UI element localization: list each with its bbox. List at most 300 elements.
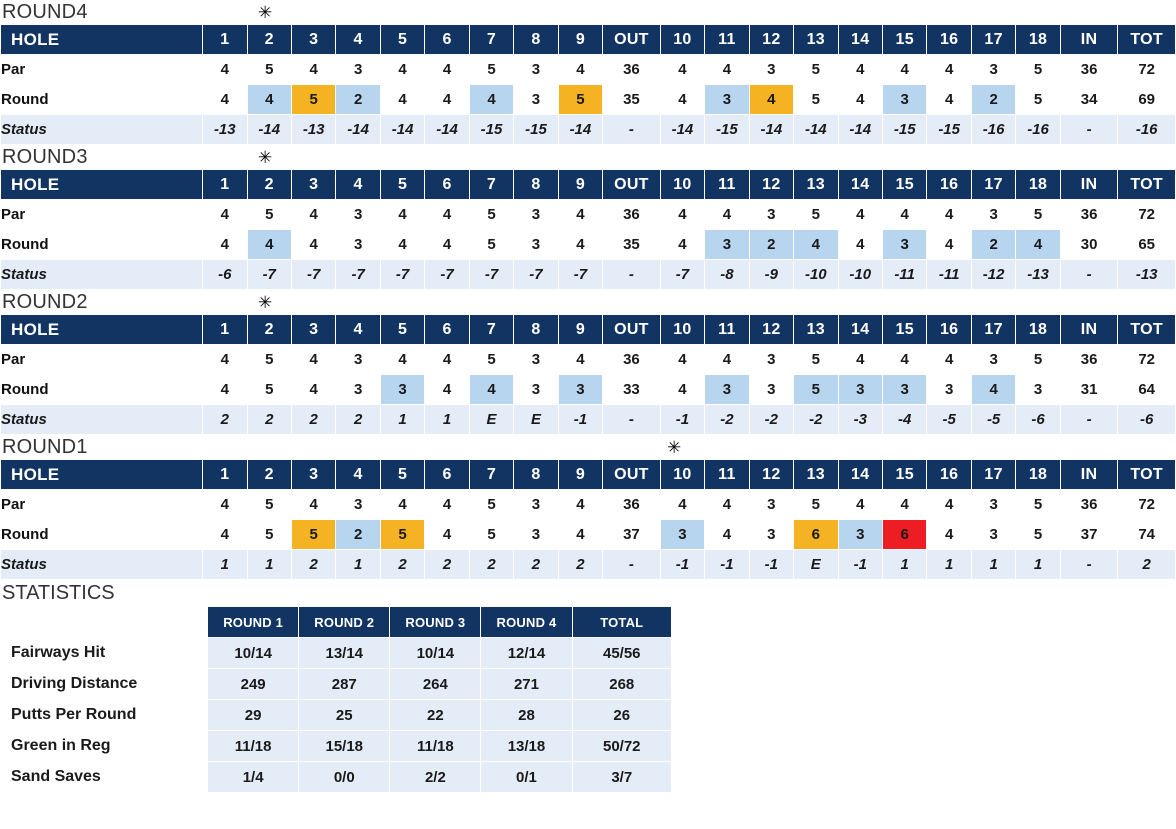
hole-header-10: 10 bbox=[660, 315, 704, 345]
par-hole-8: 3 bbox=[514, 345, 558, 375]
par-hole-18: 5 bbox=[1016, 200, 1060, 230]
score-hole-8: 3 bbox=[514, 375, 558, 405]
hole-header-row bbox=[1, 170, 1176, 200]
par-hole-18: 5 bbox=[1016, 55, 1060, 85]
statistics-value: 249 bbox=[208, 669, 299, 700]
hole-header-14: 14 bbox=[838, 170, 882, 200]
hole-header-12: 12 bbox=[749, 25, 793, 55]
par-in: 36 bbox=[1060, 55, 1118, 85]
statistics-row bbox=[1, 638, 672, 669]
status-hole-15: -15 bbox=[882, 115, 926, 145]
status-hole-14: -1 bbox=[838, 550, 882, 580]
status-hole-17: -12 bbox=[971, 260, 1015, 290]
par-row-label: Par bbox=[1, 490, 203, 520]
par-hole-5: 4 bbox=[380, 200, 424, 230]
round-title-2 bbox=[0, 145, 1176, 169]
score-hole-12: 4 bbox=[749, 85, 793, 115]
par-hole-1: 4 bbox=[203, 55, 247, 85]
par-hole-3: 4 bbox=[291, 55, 335, 85]
status-hole-1: 1 bbox=[203, 550, 247, 580]
par-in: 36 bbox=[1060, 345, 1118, 375]
status-hole-18: -6 bbox=[1016, 405, 1060, 435]
status-hole-8: -7 bbox=[514, 260, 558, 290]
status-row bbox=[1, 115, 1176, 145]
score-hole-5: 5 bbox=[380, 520, 424, 550]
statistics-value: 3/7 bbox=[572, 762, 671, 793]
par-hole-11: 4 bbox=[705, 345, 749, 375]
hole-header-12: 12 bbox=[749, 170, 793, 200]
par-row bbox=[1, 55, 1176, 85]
par-out: 36 bbox=[603, 55, 661, 85]
status-hole-12: -2 bbox=[749, 405, 793, 435]
hole-header-3: 3 bbox=[291, 460, 335, 490]
hole-header-in: IN bbox=[1060, 25, 1118, 55]
hole-header-tot: TOT bbox=[1118, 315, 1176, 345]
par-row-label: Par bbox=[1, 55, 203, 85]
score-hole-16: 4 bbox=[927, 520, 971, 550]
status-hole-14: -3 bbox=[838, 405, 882, 435]
status-hole-2: -14 bbox=[247, 115, 291, 145]
status-hole-3: -13 bbox=[291, 115, 335, 145]
score-hole-17: 2 bbox=[971, 230, 1015, 260]
hole-header-in: IN bbox=[1060, 315, 1118, 345]
statistics-value: 13/18 bbox=[481, 731, 572, 762]
hole-header-1: 1 bbox=[203, 170, 247, 200]
hole-header-13: 13 bbox=[794, 460, 838, 490]
par-hole-6: 4 bbox=[425, 490, 469, 520]
score-hole-15: 3 bbox=[882, 230, 926, 260]
par-hole-17: 3 bbox=[971, 345, 1015, 375]
score-hole-14: 4 bbox=[838, 230, 882, 260]
hole-header-16: 16 bbox=[927, 315, 971, 345]
par-hole-10: 4 bbox=[660, 200, 704, 230]
status-hole-3: -7 bbox=[291, 260, 335, 290]
status-hole-10: -1 bbox=[660, 405, 704, 435]
status-hole-13: E bbox=[794, 550, 838, 580]
statistics-value: 28 bbox=[481, 700, 572, 731]
statistics-value: 25 bbox=[299, 700, 390, 731]
score-hole-1: 4 bbox=[203, 85, 247, 115]
status-hole-7: E bbox=[469, 405, 513, 435]
par-hole-3: 4 bbox=[291, 200, 335, 230]
par-hole-5: 4 bbox=[380, 345, 424, 375]
par-hole-15: 4 bbox=[882, 200, 926, 230]
score-hole-5: 4 bbox=[380, 230, 424, 260]
hole-header-out: OUT bbox=[603, 460, 661, 490]
par-hole-10: 4 bbox=[660, 55, 704, 85]
par-hole-15: 4 bbox=[882, 490, 926, 520]
score-hole-8: 3 bbox=[514, 520, 558, 550]
status-hole-4: -7 bbox=[336, 260, 380, 290]
status-hole-18: 1 bbox=[1016, 550, 1060, 580]
round-row-label: Round bbox=[1, 375, 203, 405]
statistics-header-round-3: ROUND 3 bbox=[390, 607, 481, 638]
hole-header-6: 6 bbox=[425, 315, 469, 345]
statistics-row-label: Driving Distance bbox=[1, 669, 208, 700]
status-hole-10: -1 bbox=[660, 550, 704, 580]
par-hole-3: 4 bbox=[291, 345, 335, 375]
hole-header-label: HOLE bbox=[1, 25, 203, 55]
hole-header-5: 5 bbox=[380, 25, 424, 55]
statistics-value: 15/18 bbox=[299, 731, 390, 762]
status-hole-1: -13 bbox=[203, 115, 247, 145]
status-hole-13: -14 bbox=[794, 115, 838, 145]
round-score-row bbox=[1, 230, 1176, 260]
par-hole-2: 5 bbox=[247, 345, 291, 375]
par-hole-7: 5 bbox=[469, 490, 513, 520]
par-out: 36 bbox=[603, 200, 661, 230]
round-score-row bbox=[1, 85, 1176, 115]
round-title-label: ROUND3 bbox=[2, 146, 88, 168]
status-tot: 2 bbox=[1118, 550, 1176, 580]
score-hole-9: 4 bbox=[558, 230, 602, 260]
score-hole-12: 3 bbox=[749, 375, 793, 405]
score-hole-7: 5 bbox=[469, 520, 513, 550]
par-hole-18: 5 bbox=[1016, 345, 1060, 375]
round-score-row bbox=[1, 520, 1176, 550]
score-hole-2: 5 bbox=[247, 375, 291, 405]
status-hole-7: -7 bbox=[469, 260, 513, 290]
round-row-label: Round bbox=[1, 85, 203, 115]
par-out: 36 bbox=[603, 490, 661, 520]
score-hole-14: 4 bbox=[838, 85, 882, 115]
score-hole-3: 4 bbox=[291, 230, 335, 260]
par-hole-15: 4 bbox=[882, 55, 926, 85]
hole-header-18: 18 bbox=[1016, 460, 1060, 490]
score-hole-17: 4 bbox=[971, 375, 1015, 405]
hole-header-17: 17 bbox=[971, 315, 1015, 345]
score-hole-3: 5 bbox=[291, 85, 335, 115]
status-hole-8: -15 bbox=[514, 115, 558, 145]
status-tot: -6 bbox=[1118, 405, 1176, 435]
score-out: 33 bbox=[603, 375, 661, 405]
hole-header-8: 8 bbox=[514, 25, 558, 55]
par-hole-5: 4 bbox=[380, 490, 424, 520]
statistics-value: 2/2 bbox=[390, 762, 481, 793]
score-hole-16: 4 bbox=[927, 85, 971, 115]
status-row bbox=[1, 550, 1176, 580]
status-tot: -16 bbox=[1118, 115, 1176, 145]
status-row-label: Status bbox=[1, 115, 203, 145]
par-hole-13: 5 bbox=[794, 345, 838, 375]
par-hole-9: 4 bbox=[558, 55, 602, 85]
status-hole-1: -6 bbox=[203, 260, 247, 290]
par-hole-8: 3 bbox=[514, 55, 558, 85]
score-hole-13: 5 bbox=[794, 375, 838, 405]
par-hole-2: 5 bbox=[247, 55, 291, 85]
status-out: - bbox=[603, 550, 661, 580]
statistics-value: 11/18 bbox=[208, 731, 299, 762]
hole-header-10: 10 bbox=[660, 460, 704, 490]
score-hole-17: 2 bbox=[971, 85, 1015, 115]
hole-header-8: 8 bbox=[514, 460, 558, 490]
hole-header-13: 13 bbox=[794, 25, 838, 55]
par-hole-11: 4 bbox=[705, 200, 749, 230]
hole-header-7: 7 bbox=[469, 460, 513, 490]
par-hole-14: 4 bbox=[838, 200, 882, 230]
score-hole-7: 4 bbox=[469, 85, 513, 115]
score-hole-3: 5 bbox=[291, 520, 335, 550]
par-hole-14: 4 bbox=[838, 345, 882, 375]
statistics-row bbox=[1, 700, 672, 731]
status-hole-9: -7 bbox=[558, 260, 602, 290]
hole-header-14: 14 bbox=[838, 315, 882, 345]
score-hole-16: 3 bbox=[927, 375, 971, 405]
hole-header-7: 7 bbox=[469, 315, 513, 345]
score-hole-7: 5 bbox=[469, 230, 513, 260]
status-hole-12: -14 bbox=[749, 115, 793, 145]
hole-header-2: 2 bbox=[247, 170, 291, 200]
status-hole-8: 2 bbox=[514, 550, 558, 580]
round-table-4 bbox=[0, 459, 1176, 580]
hole-header-16: 16 bbox=[927, 170, 971, 200]
score-hole-9: 5 bbox=[558, 85, 602, 115]
status-tot: -13 bbox=[1118, 260, 1176, 290]
status-hole-17: -5 bbox=[971, 405, 1015, 435]
hole-header-18: 18 bbox=[1016, 25, 1060, 55]
status-hole-6: -7 bbox=[425, 260, 469, 290]
status-hole-5: 2 bbox=[380, 550, 424, 580]
hole-header-row bbox=[1, 460, 1176, 490]
score-hole-8: 3 bbox=[514, 85, 558, 115]
score-hole-12: 2 bbox=[749, 230, 793, 260]
hole-header-7: 7 bbox=[469, 25, 513, 55]
par-hole-13: 5 bbox=[794, 490, 838, 520]
round-title-label: ROUND4 bbox=[2, 1, 88, 23]
status-out: - bbox=[603, 260, 661, 290]
status-hole-12: -1 bbox=[749, 550, 793, 580]
hole-header-14: 14 bbox=[838, 460, 882, 490]
starting-hole-marker-icon: ✳ bbox=[258, 293, 273, 312]
par-hole-13: 5 bbox=[794, 55, 838, 85]
statistics-value: 0/0 bbox=[299, 762, 390, 793]
score-hole-9: 3 bbox=[558, 375, 602, 405]
hole-header-15: 15 bbox=[882, 25, 926, 55]
hole-header-9: 9 bbox=[558, 25, 602, 55]
par-hole-7: 5 bbox=[469, 55, 513, 85]
status-hole-5: -7 bbox=[380, 260, 424, 290]
score-hole-18: 5 bbox=[1016, 85, 1060, 115]
statistics-row bbox=[1, 669, 672, 700]
hole-header-row bbox=[1, 25, 1176, 55]
statistics-row bbox=[1, 762, 672, 793]
status-row bbox=[1, 405, 1176, 435]
hole-header-out: OUT bbox=[603, 170, 661, 200]
score-in: 37 bbox=[1060, 520, 1118, 550]
status-hole-11: -8 bbox=[705, 260, 749, 290]
hole-header-4: 4 bbox=[336, 25, 380, 55]
status-hole-6: 1 bbox=[425, 405, 469, 435]
statistics-header-round-4: ROUND 4 bbox=[481, 607, 572, 638]
score-tot: 74 bbox=[1118, 520, 1176, 550]
hole-header-4: 4 bbox=[336, 170, 380, 200]
score-hole-1: 4 bbox=[203, 230, 247, 260]
hole-header-5: 5 bbox=[380, 315, 424, 345]
status-in: - bbox=[1060, 115, 1118, 145]
starting-hole-marker-icon: ✳ bbox=[258, 3, 273, 22]
status-hole-9: -1 bbox=[558, 405, 602, 435]
status-hole-18: -13 bbox=[1016, 260, 1060, 290]
status-hole-12: -9 bbox=[749, 260, 793, 290]
round-title-label: ROUND2 bbox=[2, 291, 88, 313]
status-row bbox=[1, 260, 1176, 290]
hole-header-3: 3 bbox=[291, 170, 335, 200]
status-hole-3: 2 bbox=[291, 405, 335, 435]
score-hole-6: 4 bbox=[425, 520, 469, 550]
status-hole-11: -15 bbox=[705, 115, 749, 145]
round-table-1 bbox=[0, 24, 1176, 145]
par-hole-12: 3 bbox=[749, 345, 793, 375]
par-hole-14: 4 bbox=[838, 490, 882, 520]
score-hole-18: 4 bbox=[1016, 230, 1060, 260]
score-hole-11: 4 bbox=[705, 520, 749, 550]
hole-header-9: 9 bbox=[558, 315, 602, 345]
score-hole-11: 3 bbox=[705, 375, 749, 405]
par-row bbox=[1, 345, 1176, 375]
statistics-value: 268 bbox=[572, 669, 671, 700]
score-in: 31 bbox=[1060, 375, 1118, 405]
score-hole-1: 4 bbox=[203, 375, 247, 405]
hole-header-tot: TOT bbox=[1118, 25, 1176, 55]
par-hole-17: 3 bbox=[971, 490, 1015, 520]
hole-header-in: IN bbox=[1060, 170, 1118, 200]
par-hole-16: 4 bbox=[927, 200, 971, 230]
statistics-value: 287 bbox=[299, 669, 390, 700]
status-hole-14: -10 bbox=[838, 260, 882, 290]
status-hole-13: -2 bbox=[794, 405, 838, 435]
hole-header-4: 4 bbox=[336, 315, 380, 345]
statistics-value: 13/14 bbox=[299, 638, 390, 669]
score-tot: 65 bbox=[1118, 230, 1176, 260]
hole-header-3: 3 bbox=[291, 315, 335, 345]
status-hole-11: -2 bbox=[705, 405, 749, 435]
round-row-label: Round bbox=[1, 520, 203, 550]
score-out: 35 bbox=[603, 230, 661, 260]
statistics-body bbox=[1, 638, 672, 793]
par-hole-12: 3 bbox=[749, 55, 793, 85]
score-hole-18: 3 bbox=[1016, 375, 1060, 405]
hole-header-10: 10 bbox=[660, 170, 704, 200]
score-hole-4: 3 bbox=[336, 230, 380, 260]
status-hole-2: 2 bbox=[247, 405, 291, 435]
hole-header-11: 11 bbox=[705, 25, 749, 55]
status-out: - bbox=[603, 405, 661, 435]
statistics-value: 29 bbox=[208, 700, 299, 731]
status-hole-16: -5 bbox=[927, 405, 971, 435]
status-in: - bbox=[1060, 550, 1118, 580]
hole-header-12: 12 bbox=[749, 460, 793, 490]
hole-header-out: OUT bbox=[603, 25, 661, 55]
status-row-label: Status bbox=[1, 260, 203, 290]
hole-header-17: 17 bbox=[971, 170, 1015, 200]
par-hole-18: 5 bbox=[1016, 490, 1060, 520]
hole-header-17: 17 bbox=[971, 460, 1015, 490]
round-score-row bbox=[1, 375, 1176, 405]
hole-header-in: IN bbox=[1060, 460, 1118, 490]
round-title-1 bbox=[0, 0, 1176, 24]
par-hole-6: 4 bbox=[425, 55, 469, 85]
par-hole-9: 4 bbox=[558, 490, 602, 520]
status-hole-10: -14 bbox=[660, 115, 704, 145]
par-hole-1: 4 bbox=[203, 200, 247, 230]
score-hole-9: 4 bbox=[558, 520, 602, 550]
score-tot: 64 bbox=[1118, 375, 1176, 405]
hole-header-11: 11 bbox=[705, 170, 749, 200]
score-hole-16: 4 bbox=[927, 230, 971, 260]
hole-header-9: 9 bbox=[558, 170, 602, 200]
hole-header-6: 6 bbox=[425, 170, 469, 200]
hole-header-6: 6 bbox=[425, 25, 469, 55]
score-hole-10: 4 bbox=[660, 85, 704, 115]
par-hole-9: 4 bbox=[558, 345, 602, 375]
hole-header-1: 1 bbox=[203, 25, 247, 55]
score-hole-15: 3 bbox=[882, 85, 926, 115]
par-hole-3: 4 bbox=[291, 490, 335, 520]
round-table-2 bbox=[0, 169, 1176, 290]
hole-header-5: 5 bbox=[380, 170, 424, 200]
statistics-header-row bbox=[1, 607, 672, 638]
score-hole-4: 3 bbox=[336, 375, 380, 405]
status-in: - bbox=[1060, 405, 1118, 435]
score-hole-14: 3 bbox=[838, 520, 882, 550]
round-table-3 bbox=[0, 314, 1176, 435]
par-hole-14: 4 bbox=[838, 55, 882, 85]
hole-header-14: 14 bbox=[838, 25, 882, 55]
score-hole-10: 4 bbox=[660, 230, 704, 260]
statistics-value: 22 bbox=[390, 700, 481, 731]
score-hole-14: 3 bbox=[838, 375, 882, 405]
par-hole-2: 5 bbox=[247, 490, 291, 520]
hole-header-label: HOLE bbox=[1, 315, 203, 345]
score-hole-11: 3 bbox=[705, 85, 749, 115]
statistics-value: 26 bbox=[572, 700, 671, 731]
par-hole-6: 4 bbox=[425, 345, 469, 375]
statistics-value: 1/4 bbox=[208, 762, 299, 793]
score-hole-13: 5 bbox=[794, 85, 838, 115]
hole-header-tot: TOT bbox=[1118, 170, 1176, 200]
hole-header-7: 7 bbox=[469, 170, 513, 200]
score-hole-13: 6 bbox=[794, 520, 838, 550]
hole-header-tot: TOT bbox=[1118, 460, 1176, 490]
statistics-value: 45/56 bbox=[572, 638, 671, 669]
par-tot: 72 bbox=[1118, 345, 1176, 375]
hole-header-16: 16 bbox=[927, 460, 971, 490]
hole-header-label: HOLE bbox=[1, 170, 203, 200]
par-hole-17: 3 bbox=[971, 200, 1015, 230]
par-hole-1: 4 bbox=[203, 490, 247, 520]
score-tot: 69 bbox=[1118, 85, 1176, 115]
hole-header-5: 5 bbox=[380, 460, 424, 490]
par-hole-11: 4 bbox=[705, 490, 749, 520]
statistics-value: 271 bbox=[481, 669, 572, 700]
par-tot: 72 bbox=[1118, 490, 1176, 520]
par-hole-4: 3 bbox=[336, 345, 380, 375]
par-hole-12: 3 bbox=[749, 490, 793, 520]
status-hole-5: 1 bbox=[380, 405, 424, 435]
par-hole-15: 4 bbox=[882, 345, 926, 375]
statistics-value: 10/14 bbox=[390, 638, 481, 669]
score-hole-12: 3 bbox=[749, 520, 793, 550]
statistics-value: 11/18 bbox=[390, 731, 481, 762]
score-hole-11: 3 bbox=[705, 230, 749, 260]
par-row bbox=[1, 490, 1176, 520]
score-hole-3: 4 bbox=[291, 375, 335, 405]
score-hole-10: 4 bbox=[660, 375, 704, 405]
hole-header-8: 8 bbox=[514, 315, 558, 345]
score-hole-1: 4 bbox=[203, 520, 247, 550]
par-row-label: Par bbox=[1, 200, 203, 230]
score-hole-8: 3 bbox=[514, 230, 558, 260]
